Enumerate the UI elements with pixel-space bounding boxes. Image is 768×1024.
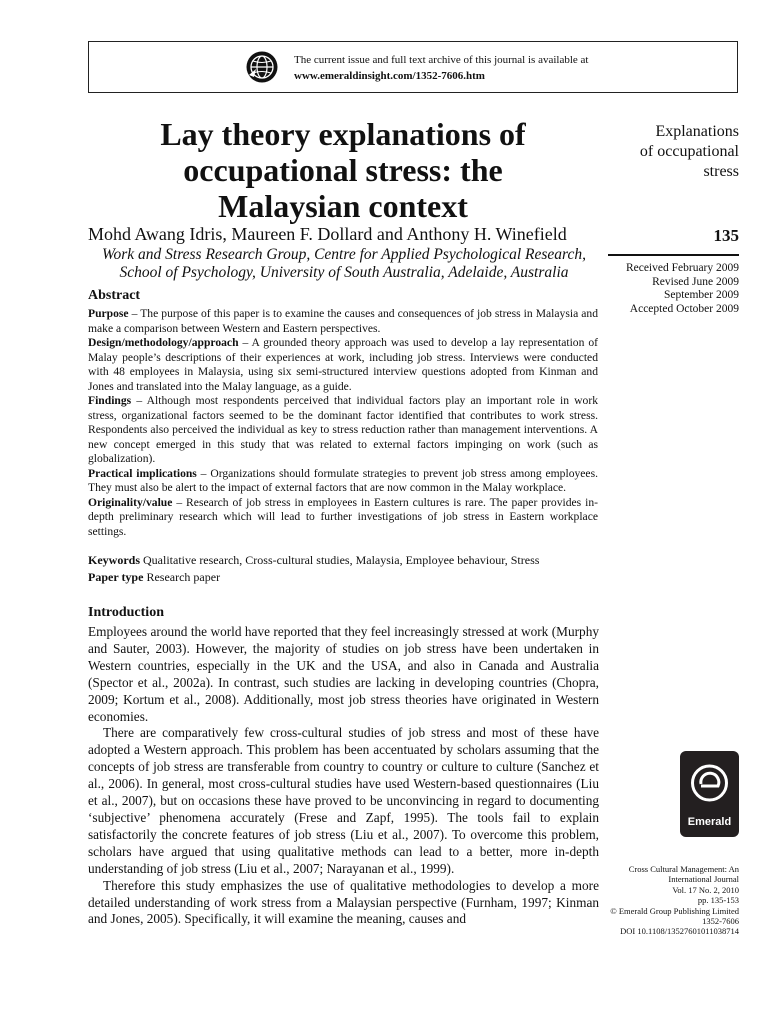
section-label: Findings [88, 394, 132, 407]
journal-url-link[interactable]: www.emeraldinsight.com/1352-7606.htm [294, 70, 485, 82]
paragraph: Therefore this study emphasizes the use of qualitative methodologies to develop a more detailed understanding of work stress from a Malaysian perspective (Furnham, 1997; Kinman and Jones, 2005). Specifically, it will examine the meaning, causes and [88, 877, 599, 927]
running-title-line: Explanations [655, 123, 739, 140]
citation-line: DOI 10.1108/13527601011038714 [620, 926, 739, 937]
running-title-line: of occupational [639, 143, 739, 160]
citation-line: Vol. 17 No. 2, 2010 [672, 884, 739, 895]
title-line: occupational stress: the [183, 152, 503, 188]
running-title [608, 122, 739, 182]
author-list: Mohd Awang Idris, Maureen F. Dollard and Anthony H. Winefield [88, 224, 567, 244]
revised-date: September 2009 [663, 289, 739, 301]
accepted-date: Accepted October 2009 [629, 302, 739, 315]
abstract-findings [88, 394, 598, 467]
article-dates [608, 262, 739, 316]
emerald-logo-icon [680, 751, 739, 837]
section-label: Originality/value [88, 495, 173, 509]
abstract-body [88, 307, 598, 539]
page-number: 135 [713, 226, 739, 245]
abstract-heading: Abstract [88, 288, 141, 303]
abstract-purpose [88, 307, 598, 336]
author-affiliation [88, 246, 600, 282]
keywords-text: Qualitative research, Cross-cultural studies, Malaysia, Employee behaviour, Stress [143, 553, 540, 567]
title-line: Lay theory explanations of [160, 116, 526, 152]
globe-icon [246, 51, 278, 83]
paper-type-label: Paper type [88, 570, 144, 584]
affiliation-line: School of Psychology, University of South Australia, Adelaide, Australia [119, 264, 569, 281]
citation-line: 1352-7606 [702, 916, 739, 927]
section-label: Purpose [88, 307, 129, 320]
paragraph: There are comparatively few cross-cultural studies of job stress and most of these have adopted a Western approach. This problem has been accentuated by scholars assuming that the concepts of job stress are transferable from country to country or culture to culture (Sanchez et al., 2006). In general, most cross-cultural studies have used Western-based questionnaires (Liu et al., 2007), but on occasions these have proved to be unconvincing in regard to documenting ‘subjective’ phenomena accurately (Frese and Zapf, 1995). The tools fail to explain satisfactorily the concrete features of job stress (Liu et al., 2007). To overcome this problem, scholars have argued that using qualitative methods can lead to a better, more in-depth understanding of job stress (Liu et al., 2007; Narayanan et al., 1999). [88, 725, 599, 876]
section-label: Practical implications [88, 466, 197, 480]
citation-line: Cross Cultural Management: An [628, 864, 739, 874]
abstract-originality [88, 496, 598, 540]
running-title-line: stress [703, 163, 739, 180]
paper-type-line [88, 570, 600, 585]
section-text: – Although most respondents perceived that individual factors play an important role in work stress, organizational factors seemed to be the dominant factor identified that contributes to work stress. Respondents also perceived the individual as key to stress reduction rather than management interventions. A new concept emerged in this study that was related to external factors impinging on work (such as globalization). [88, 394, 598, 465]
section-label: Design/methodology/approach [88, 336, 239, 349]
paper-type-text: Research paper [146, 570, 221, 584]
keywords-line [88, 553, 600, 568]
emerald-mark-icon [689, 759, 730, 811]
title-line: Malaysian context [218, 188, 468, 224]
logo-label: Emerald [687, 816, 732, 828]
article-title [88, 116, 598, 224]
abstract-design [88, 336, 598, 394]
introduction-body [88, 624, 599, 928]
citation-line: International Journal [668, 874, 739, 885]
received-date: Received February 2009 [625, 262, 739, 274]
citation-line: pp. 135-153 [697, 895, 739, 906]
revised-date: Revised June 2009 [652, 275, 739, 288]
availability-note: The current issue and full text archive of this journal is available at [294, 54, 589, 66]
margin-divider [608, 254, 739, 256]
section-text: – The purpose of this paper is to examine the causes and consequences of job stress in Malaysia and make a comparison between Western and Eastern perspectives. [88, 307, 598, 335]
introduction-heading: Introduction [88, 605, 164, 620]
journal-citation [600, 864, 739, 937]
section-text: – Research of job stress in employees in Eastern cultures is rare. The paper provides in-depth preliminary research which will lead to further investigations of job stress in Eastern workplace settings. [88, 495, 598, 538]
section-text: – Organizations should formulate strategies to prevent job stress among employees. They must also be alert to the impact of external factors that are now common in the Malay workplace. [88, 466, 598, 494]
paragraph: Employees around the world have reported that they feel increasingly stressed at work (Murphy and Sauter, 2003). However, the majority of studies on job stress have been undertaken in Western countries, especially in the UK and the USA, and also in Canada and Australia (Spector et al., 2002a). In contrast, such studies are lacking in developing countries (Chopra, 2009; Kortum et al., 2008). Additionally, most job stress theories have originated in Western economies. [88, 624, 599, 724]
affiliation-line: Work and Stress Research Group, Centre for Applied Psychological Research, [101, 246, 586, 263]
citation-line: © Emerald Group Publishing Limited [610, 905, 739, 916]
journal-availability-box [88, 41, 738, 93]
keywords-label: Keywords [88, 553, 140, 567]
section-text: – A grounded theory approach was used to develop a lay representation of Malay people’s descriptions of their experiences at work, including job stress. Interviews were conducted with 48 employees in Malaysia, using six semi-structured interview questions adopted from Kinman and Jones and translated into the Malay language, as a guide. [88, 336, 598, 393]
abstract-practical [88, 467, 598, 496]
